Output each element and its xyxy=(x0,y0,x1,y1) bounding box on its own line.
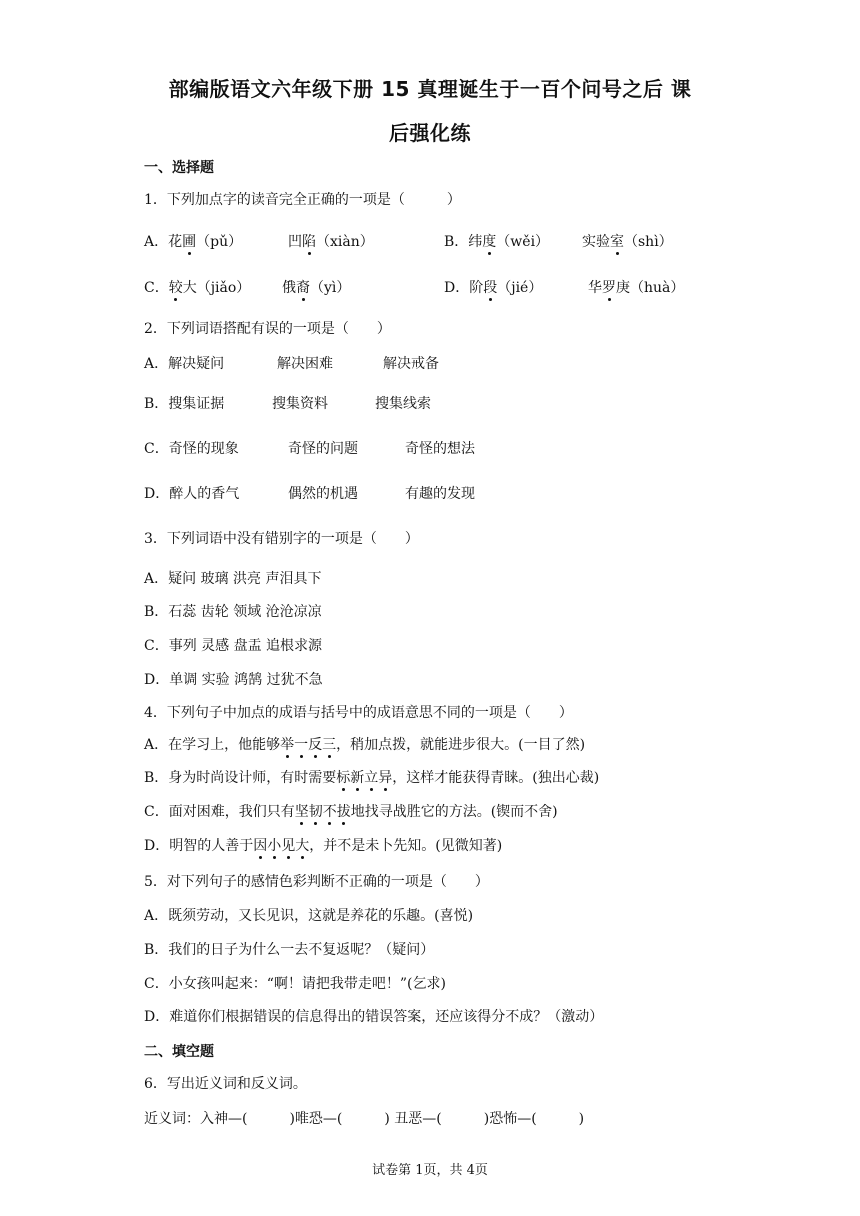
q4-option-c: C．面对困难，我们只有坚韧不拔地找寻战胜它的方法。(锲而不舍) xyxy=(144,804,558,820)
page-footer: 试卷第 1页，共 4页 xyxy=(372,1163,488,1178)
emphasis-dot-char: 陷 xyxy=(302,234,316,250)
q3-option-b: B．石蕊 齿轮 领域 沧沧凉凉 xyxy=(144,604,322,620)
q2-option-c-2: 奇怪的问题 xyxy=(288,441,358,457)
emphasis-dot-char: 立 xyxy=(364,770,379,786)
page-title-line2: 后强化练 xyxy=(389,121,471,145)
q1-option-a-word1: A．花圃（pǔ） xyxy=(144,234,243,250)
emphasis-dot-char: 拔 xyxy=(336,804,351,820)
q2-option-b-1: B．搜集证据 xyxy=(144,396,225,412)
emphasis-dot-char: 较 xyxy=(168,280,183,296)
emphasis-dot-char: 标 xyxy=(336,770,351,786)
q2-option-d-3: 有趣的发现 xyxy=(405,486,475,502)
section-heading-choice: 一、选择题 xyxy=(144,160,214,176)
section-heading-fill: 二、填空题 xyxy=(144,1044,214,1060)
q1-option-d-word1: D．阶段（jié） xyxy=(444,280,543,296)
emphasis-dot-char: 坚 xyxy=(294,804,309,820)
q2-option-b-2: 搜集资料 xyxy=(272,396,328,412)
q2-option-a-2: 解决困难 xyxy=(277,356,333,372)
q4-option-b: B．身为时尚设计师，有时需要标新立异，这样才能获得青睐。(独出心裁) xyxy=(144,770,600,786)
q1-option-d-word2: 华罗庚（huà） xyxy=(588,280,685,296)
emphasis-dot-char: 反 xyxy=(308,737,323,753)
emphasis-dot-char: 段 xyxy=(483,280,498,296)
page-title-line1: 部编版语文六年级下册 15 真理诞生于一百个问号之后 课 xyxy=(168,77,692,101)
emphasis-dot-char: 圃 xyxy=(182,234,197,250)
q3-option-d: D．单调 实验 鸿鹄 过犹不急 xyxy=(144,672,323,688)
emphasis-dot-char: 大 xyxy=(295,838,310,854)
q6-stem: 6．写出近义词和反义词。 xyxy=(144,1076,307,1092)
q5-stem: 5．对下列句子的感情色彩判断不正确的一项是（ ） xyxy=(144,874,489,890)
emphasis-dot-char: 一 xyxy=(294,737,309,753)
emphasis-dot-char: 罗 xyxy=(602,280,616,296)
q3-stem: 3．下列词语中没有错别字的一项是（ ） xyxy=(144,531,419,547)
q4-option-d: D．明智的人善于因小见大，并不是未卜先知。(见微知著) xyxy=(144,838,503,854)
emphasis-dot-char: 三 xyxy=(322,737,337,753)
q1-option-c-word2: 俄裔（yì） xyxy=(282,280,351,296)
emphasis-dot-char: 举 xyxy=(280,737,295,753)
q2-option-d-1: D．醉人的香气 xyxy=(144,486,240,502)
q1-option-b-word2: 实验室（shì） xyxy=(582,234,673,250)
emphasis-dot-char: 韧 xyxy=(308,804,323,820)
q6-fill-line: 近义词：入神—( )唯恐—( ) 丑恶—( )恐怖—( ) xyxy=(144,1111,585,1127)
q2-option-a-1: A．解决疑问 xyxy=(144,356,225,372)
emphasis-dot-char: 裔 xyxy=(296,280,310,296)
emphasis-dot-char: 度 xyxy=(482,234,497,250)
emphasis-dot-char: 见 xyxy=(281,838,296,854)
emphasis-dot-char: 室 xyxy=(610,234,624,250)
q2-option-d-2: 偶然的机遇 xyxy=(288,486,358,502)
emphasis-dot-char: 不 xyxy=(322,804,337,820)
q5-option-d: D．难道你们根据错误的信息得出的错误答案，还应该得分不成？（激动） xyxy=(144,1009,604,1025)
emphasis-dot-char: 异 xyxy=(378,770,393,786)
q2-option-c-3: 奇怪的想法 xyxy=(405,441,475,457)
q4-option-a: A．在学习上，他能够举一反三，稍加点拨，就能进步很大。(一目了然) xyxy=(144,737,586,753)
q2-option-b-3: 搜集线索 xyxy=(375,396,431,412)
q1-stem: 1．下列加点字的读音完全正确的一项是（ ） xyxy=(144,192,461,208)
emphasis-dot-char: 因 xyxy=(253,838,268,854)
q1-option-b-word1: B．纬度（wěi） xyxy=(444,234,550,250)
q4-stem: 4．下列句子中加点的成语与括号中的成语意思不同的一项是（ ） xyxy=(144,705,573,721)
q5-option-c: C．小女孩叫起来：“啊！请把我带走吧！”(乞求) xyxy=(144,976,446,992)
emphasis-dot-char: 小 xyxy=(267,838,282,854)
q5-option-a: A．既须劳动，又长见识，这就是养花的乐趣。(喜悦) xyxy=(144,908,474,924)
q2-stem: 2．下列词语搭配有误的一项是（ ） xyxy=(144,321,391,337)
emphasis-dot-char: 新 xyxy=(350,770,365,786)
q2-option-a-3: 解决戒备 xyxy=(383,356,439,372)
q1-option-c-word1: C．较大（jiǎo） xyxy=(144,280,251,296)
q5-option-b: B．我们的日子为什么一去不复返呢？（疑问） xyxy=(144,942,435,958)
q1-option-a-word2: 凹陷（xiàn） xyxy=(288,234,374,250)
q3-option-a: A．疑问 玻璃 洪亮 声泪具下 xyxy=(144,571,322,587)
q2-option-c-1: C．奇怪的现象 xyxy=(144,441,239,457)
q3-option-c: C．事列 灵感 盘盂 追根求源 xyxy=(144,638,323,654)
